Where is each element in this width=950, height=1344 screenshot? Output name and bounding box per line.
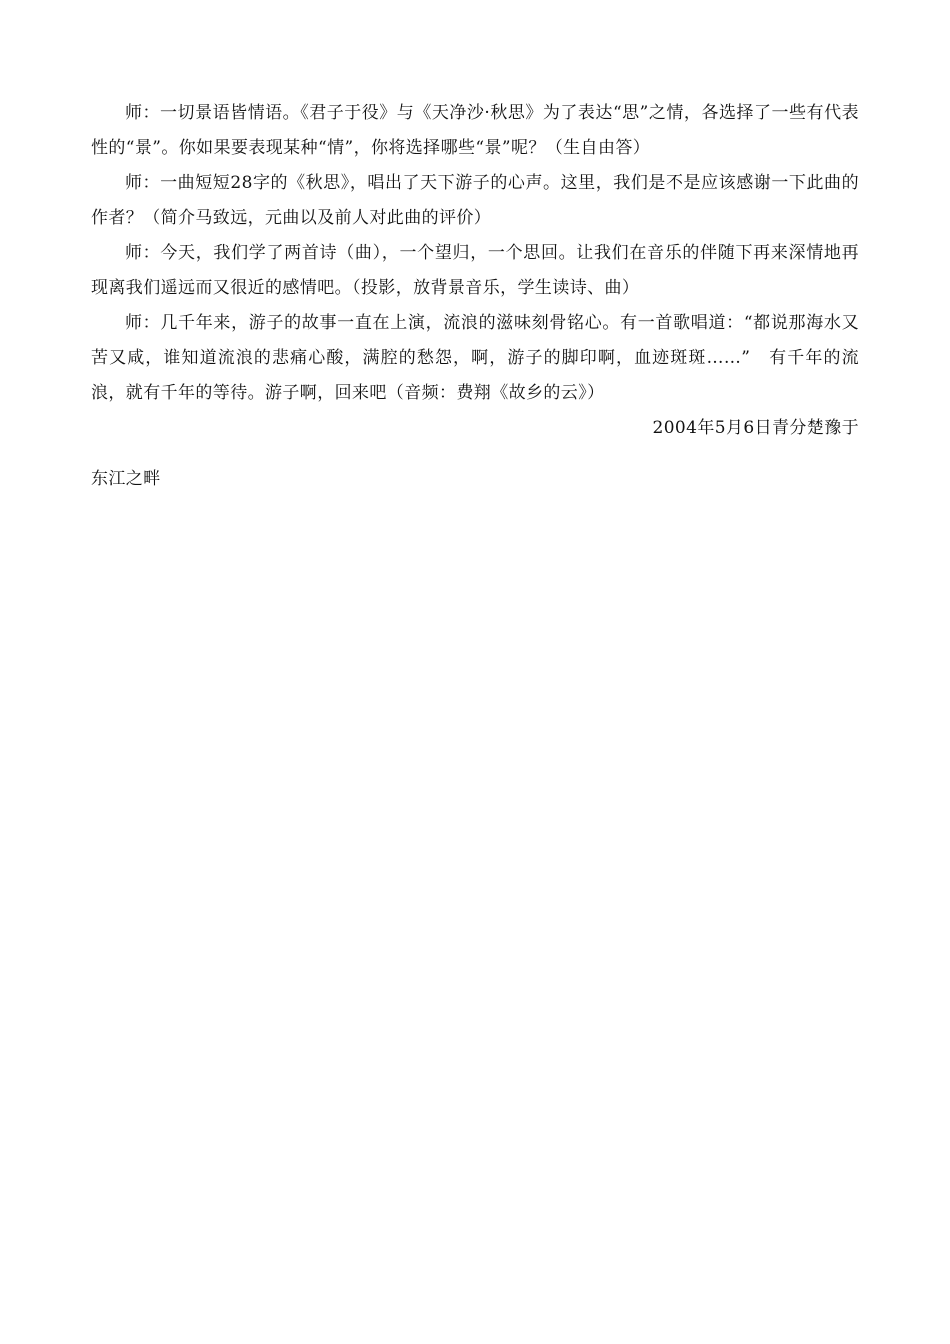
document-page (91, 96, 859, 497)
paragraph-autumn-thoughts-author: 师：一曲短短28字的《秋思》，唱出了天下游子的心声。这里，我们是不是应该感谢一下此曲的作者？（简介马致远，元曲以及前人对此曲的评价） (91, 173, 859, 228)
paragraph-scenery-and-emotion: 师：一切景语皆情语。《君子于役》与《天净沙·秋思》为了表达“思”之情，各选择了一些有代表性的“景”。你如果要表现某种“情”，你将选择哪些“景”呢？（生自由答） (91, 103, 859, 158)
paragraph-two-poems-reading: 师：今天，我们学了两首诗（曲），一个望归，一个思回。让我们在音乐的伴随下再来深情地再现离我们遥远而又很近的感情吧。（投影，放背景音乐，学生读诗、曲） (91, 243, 859, 298)
signature-place: 东江之畔 (91, 469, 161, 489)
signature-date: 2004年5月6日青分楚豫于 (652, 418, 859, 438)
paragraph-wanderer-song: 师：几千年来，游子的故事一直在上演，流浪的滋味刻骨铭心。有一首歌唱道：“都说那海水又苦又咸，谁知道流浪的悲痛心酸，满腔的愁怨，啊，游子的脚印啊，血迹斑斑……” 有千年的流浪，就有千年的等待。游子啊，回来吧（音频：费翔《故乡的云》） (91, 313, 859, 403)
